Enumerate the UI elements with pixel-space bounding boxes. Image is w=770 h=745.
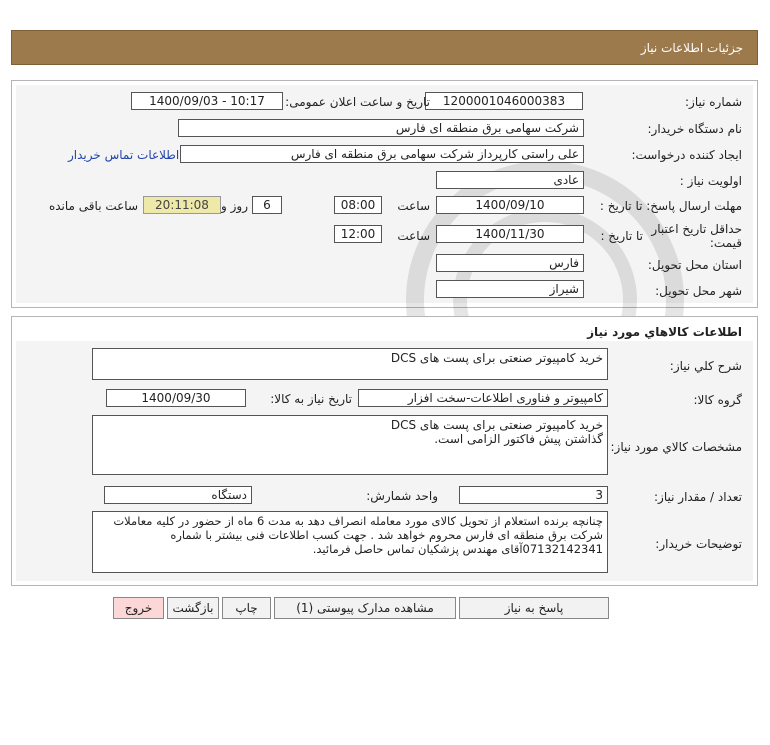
remaining-label: ساعت باقی مانده bbox=[48, 199, 138, 213]
summary-field: خرید کامپیوتر صنعتی برای پست های DCS bbox=[92, 348, 608, 380]
unit-label: واحد شمارش: bbox=[366, 489, 438, 503]
days-label: روز و bbox=[221, 199, 248, 213]
buyer-label: نام دستگاه خریدار: bbox=[647, 122, 742, 136]
priority-field: عادی bbox=[436, 171, 584, 189]
province-label: استان محل تحویل: bbox=[647, 258, 742, 272]
creator-field: علی راستی کارپرداز شرکت سهامی برق منطقه ای فارس bbox=[180, 145, 584, 163]
validity-date-field: 1400/11/30 bbox=[436, 225, 584, 243]
priority-label: اولویت نیاز : bbox=[679, 174, 742, 188]
contact-info-link[interactable]: اطلاعات تماس خریدار bbox=[68, 148, 180, 162]
buyer-field: شرکت سهامی برق منطقه ای فارس bbox=[178, 119, 584, 137]
need-number-field: 1200001046000383 bbox=[425, 92, 583, 110]
validity-label-2: قیمت: bbox=[709, 236, 742, 250]
reply-button[interactable]: پاسخ به نیاز bbox=[459, 597, 609, 619]
creator-label: ایجاد کننده درخواست: bbox=[631, 148, 742, 162]
remaining-time-field: 20:11:08 bbox=[143, 196, 221, 214]
deadline-time-label: ساعت bbox=[397, 199, 430, 213]
deadline-date-field: 1400/09/10 bbox=[436, 196, 584, 214]
print-button[interactable]: چاپ bbox=[222, 597, 271, 619]
need-date-field: 1400/09/30 bbox=[106, 389, 246, 407]
deadline-time-field: 08:00 bbox=[334, 196, 382, 214]
exit-button[interactable]: خروج bbox=[113, 597, 164, 619]
group-label: گروه کالا: bbox=[693, 393, 742, 407]
buyer-notes-line-1: چنانچه برنده استعلام از تحویل کالای مورد معامله انصراف دهد به مدت 6 ماه از حضور در کلیه معاملات bbox=[113, 514, 603, 528]
back-button[interactable]: بازگشت bbox=[167, 597, 219, 619]
validity-to-label: تا تاریخ : bbox=[600, 229, 643, 243]
need-number-label: شماره نیاز: bbox=[685, 95, 742, 109]
spec-line-2: گذاشتن پیش فاکتور الزامی است. bbox=[434, 432, 603, 446]
validity-label-1: حداقل تاریخ اعتبار bbox=[651, 222, 742, 236]
city-field: شیراز bbox=[436, 280, 584, 298]
summary-label: شرح کلي نیاز: bbox=[669, 359, 742, 373]
goods-section-title: اطلاعات کالاهاي مورد نیاز bbox=[587, 325, 742, 339]
group-field: کامپیوتر و فناوری اطلاعات-سخت افزار bbox=[358, 389, 608, 407]
days-remaining-field: 6 bbox=[252, 196, 282, 214]
buyer-notes-line-2: شرکت برق منطقه ای فارس محروم خواهد شد . جهت کسب اطلاعات فنی بیشتر با شماره bbox=[170, 528, 603, 542]
buyer-notes-label: توضیحات خریدار: bbox=[655, 537, 742, 551]
qty-label: تعداد / مقدار نیاز: bbox=[654, 490, 742, 504]
buyer-notes-field bbox=[92, 511, 608, 573]
need-date-label: تاریخ نیاز به کالا: bbox=[270, 392, 352, 406]
validity-time-field: 12:00 bbox=[334, 225, 382, 243]
province-field: فارس bbox=[436, 254, 584, 272]
announce-label: تاریخ و ساعت اعلان عمومی: bbox=[285, 95, 430, 109]
announce-field: 1400/09/03 - 10:17 bbox=[131, 92, 283, 110]
need-info-panel-bg bbox=[16, 85, 753, 303]
deadline-label: مهلت ارسال پاسخ: تا تاریخ : bbox=[599, 199, 742, 213]
spec-field bbox=[92, 415, 608, 475]
page-header bbox=[11, 30, 758, 65]
page-title: جزئیات اطلاعات نیاز bbox=[640, 41, 743, 55]
qty-field: 3 bbox=[459, 486, 608, 504]
validity-time-label: ساعت bbox=[397, 229, 430, 243]
unit-field: دستگاه bbox=[104, 486, 252, 504]
city-label: شهر محل تحویل: bbox=[655, 284, 742, 298]
spec-line-1: خرید کامپیوتر صنعتی برای پست های DCS bbox=[390, 418, 603, 432]
buyer-notes-line-3: 07132142341آقای مهندس پزشکیان تماس حاصل فرمائید. bbox=[312, 542, 603, 556]
spec-label: مشخصات کالاي مورد نیاز: bbox=[610, 440, 742, 454]
attachments-button[interactable]: مشاهده مدارک پیوستی (1) bbox=[274, 597, 456, 619]
